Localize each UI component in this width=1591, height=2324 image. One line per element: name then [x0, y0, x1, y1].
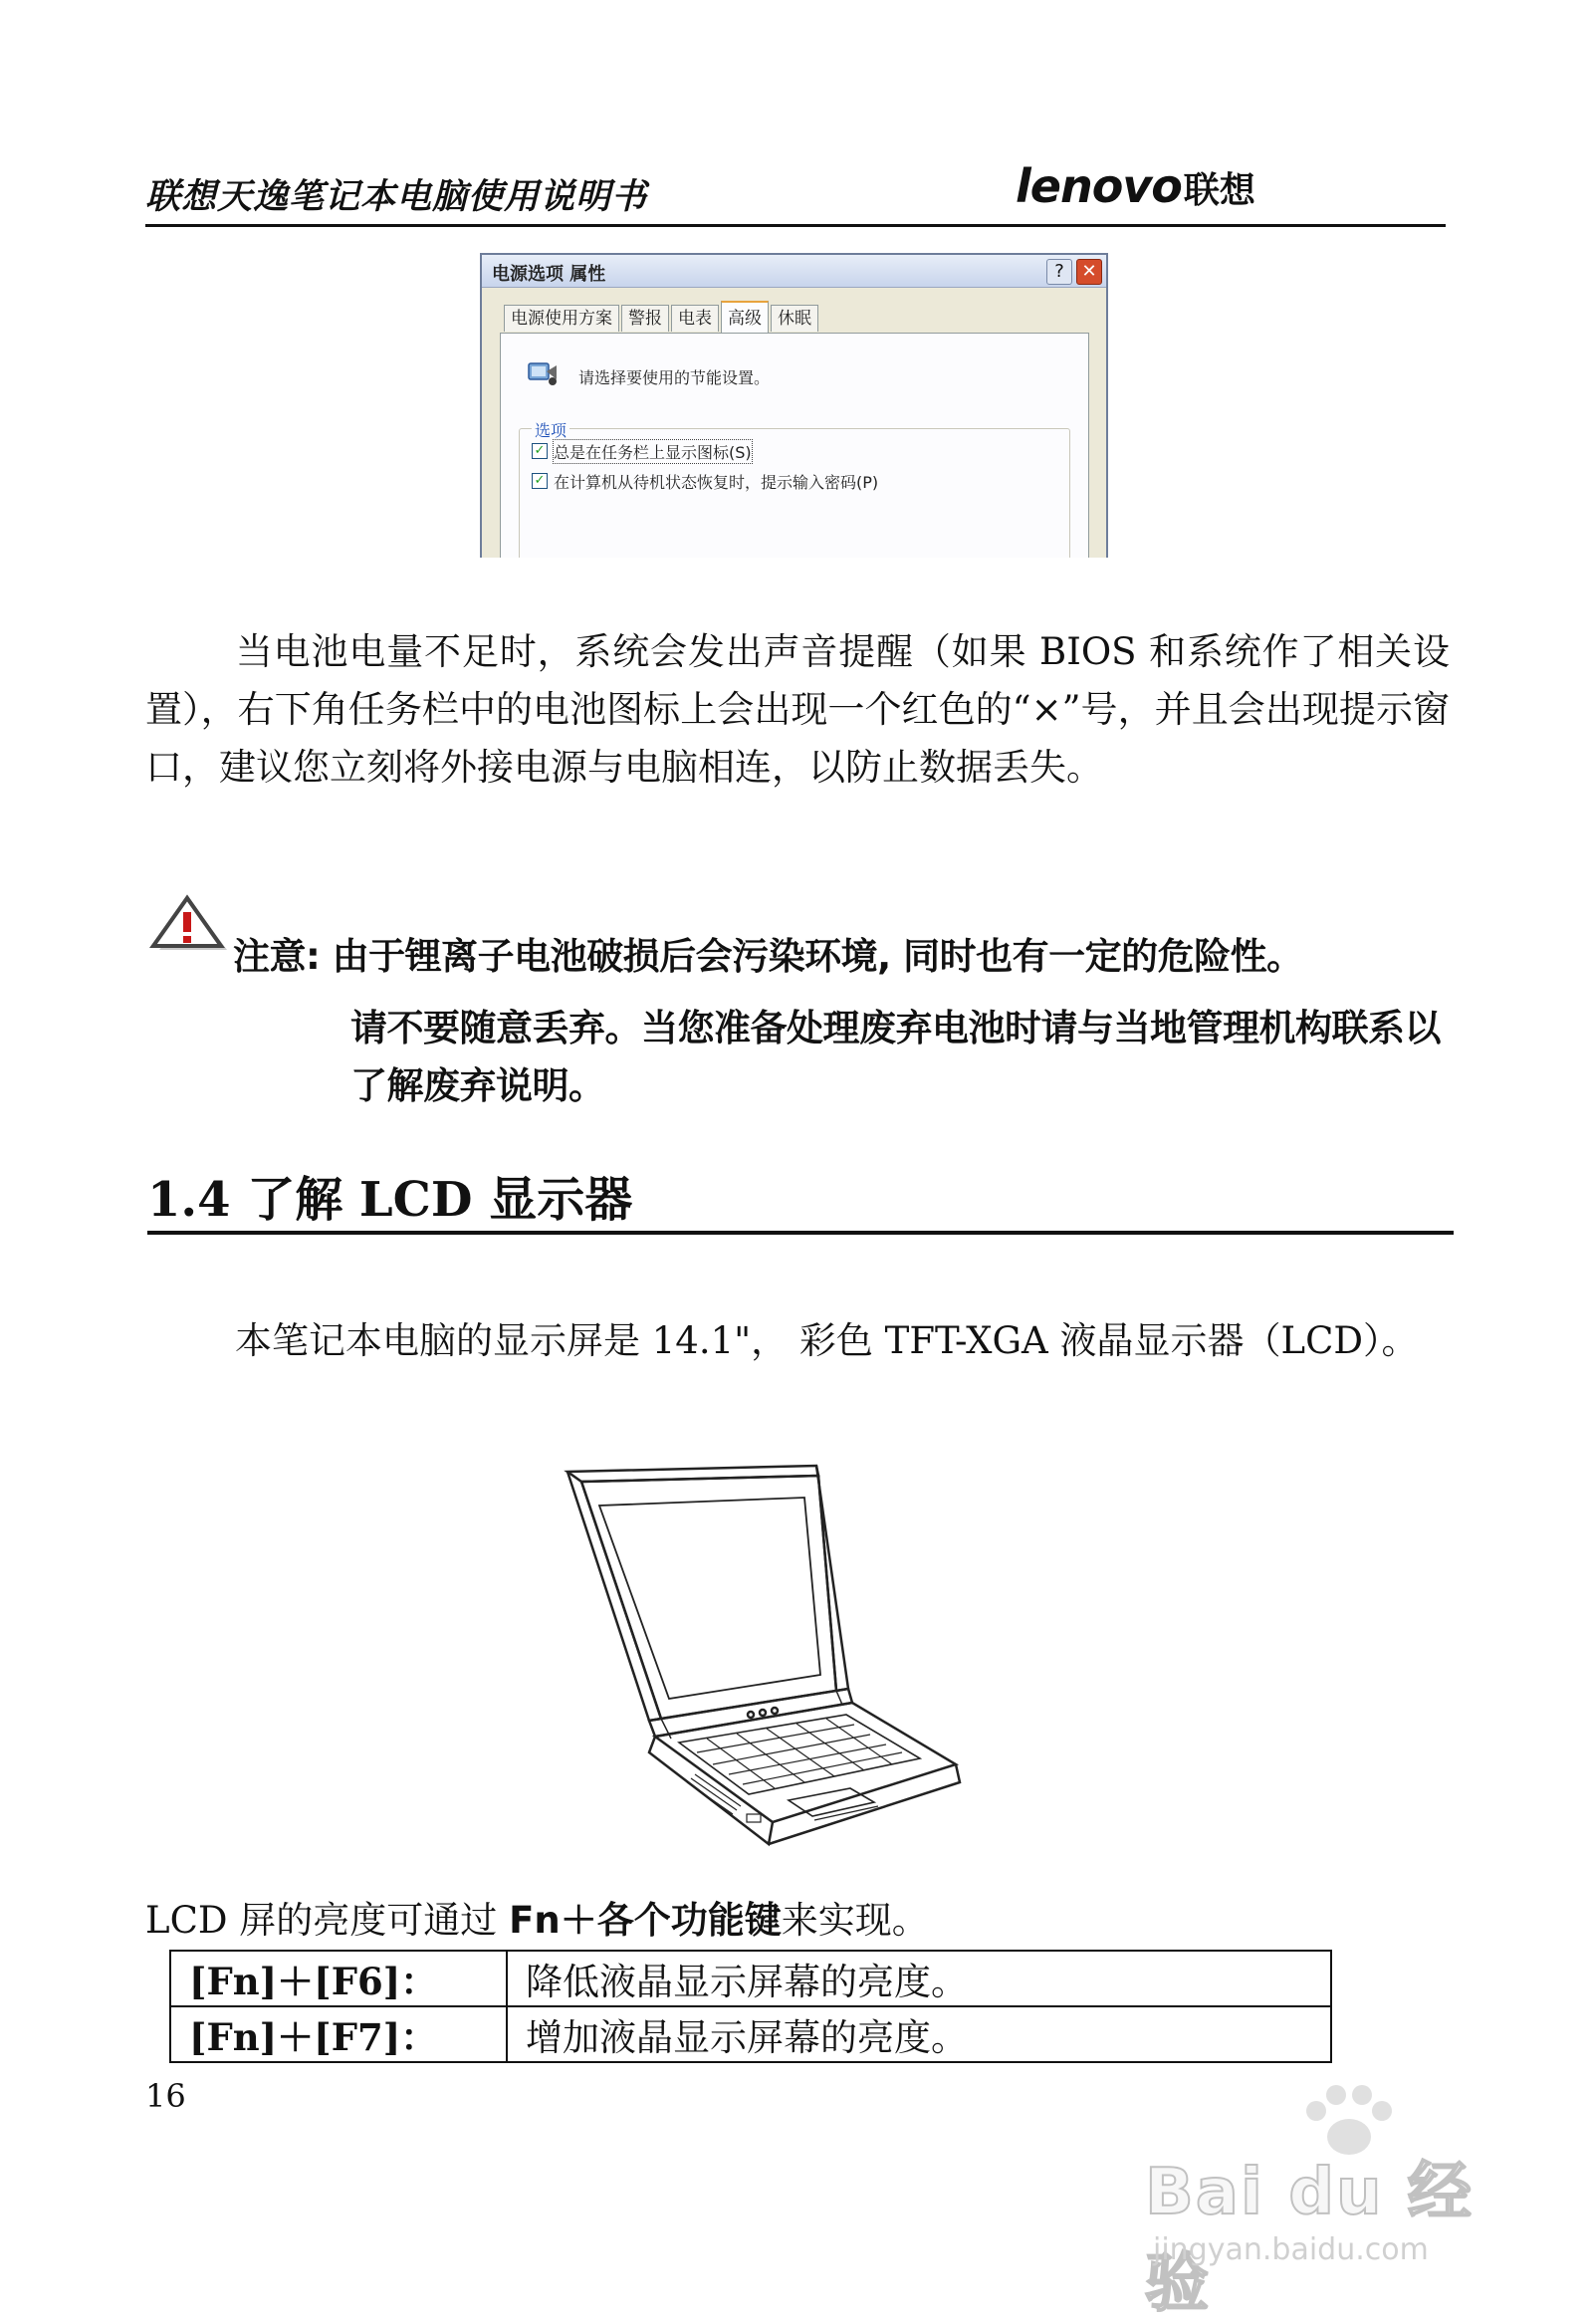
show-icon-label[interactable]: 总是在任务栏上显示图标(S): [554, 440, 752, 463]
prompt-password-checkbox[interactable]: ✓: [532, 473, 548, 489]
note-continuation: 请不要随意丢弃。当您准备处理废弃电池时请与当地管理机构联系以了解废弃说明。: [350, 1007, 1441, 1107]
lcd-paragraph: [145, 1312, 1450, 1370]
lcd-paragraph-text: 本笔记本电脑的显示屏是 14.1"， 彩色 TFT-XGA 液晶显示器（LCD）。: [235, 1319, 1419, 1362]
document-title: 联想天逸笔记本电脑使用说明书: [145, 177, 648, 217]
warning-icon: [147, 892, 227, 954]
tab-power-meter[interactable]: 电表: [671, 305, 719, 332]
table-row: [170, 2006, 1331, 2062]
watermark-text: Bai du 经验: [1145, 2156, 1474, 2321]
key-desc-decrease: 降低液晶显示屏幕的亮度。: [507, 1951, 1331, 2006]
power-options-dialog: [480, 253, 1108, 558]
battery-paragraph-text: 当电池电量不足时，系统会发出声音提醒（如果 BIOS 和系统作了相关设置），右下角任务栏中的电池图标上会出现一个红色的“×”号，并且会出现提示窗口，建议您立刻将外接电源与电脑相连，以防止数据丢失。: [145, 630, 1450, 789]
section-heading: 1.4 了解 LCD 显示器: [147, 1172, 633, 1228]
baidu-watermark: [1145, 2081, 1523, 2321]
key-combo-decrease: [Fn]＋[F6]：: [170, 1951, 507, 2006]
dialog-prompt: 请选择要使用的节能设置。: [578, 368, 771, 387]
caption-bold: Fn＋各个功能键: [509, 1899, 782, 1942]
power-options-icon: [527, 357, 561, 387]
logo-cn: 联想: [1183, 170, 1255, 211]
show-icon-checkbox[interactable]: ✓: [532, 443, 548, 459]
caption-prefix: LCD 屏的亮度可通过: [145, 1899, 510, 1942]
tab-advanced[interactable]: 高级: [721, 301, 769, 333]
options-group-label: 选项: [532, 418, 569, 441]
brightness-caption: [145, 1890, 929, 1944]
dialog-titlebar: [482, 255, 1106, 288]
key-desc-increase: 增加液晶显示屏幕的亮度。: [507, 2006, 1331, 2062]
laptop-illustration: [538, 1454, 1125, 1872]
table-row: [170, 1951, 1331, 2006]
tab-hibernate[interactable]: 休眠: [771, 305, 818, 332]
battery-paragraph: [145, 623, 1450, 797]
header-rule: [145, 224, 1446, 227]
close-button[interactable]: ✕: [1076, 259, 1102, 285]
help-button[interactable]: ?: [1046, 259, 1072, 285]
page-number: 16: [145, 2077, 186, 2115]
dialog-panel: [500, 333, 1089, 558]
dialog-tabs: [504, 305, 820, 333]
logo-text: lenovo: [1016, 159, 1182, 213]
note-first-line: 注意: 由于锂离子电池破损后会污染环境, 同时也有一定的危险性。: [233, 935, 1303, 978]
tab-power-schemes[interactable]: 电源使用方案: [504, 305, 619, 332]
lenovo-logo: [1016, 159, 1255, 213]
prompt-password-label[interactable]: 在计算机从待机状态恢复时，提示输入密码(P): [554, 473, 879, 492]
watermark-url: jingyan.baidu.com: [1153, 2232, 1429, 2267]
dialog-title: 电源选项 属性: [492, 264, 606, 285]
section-rule: [147, 1231, 1454, 1235]
key-combo-increase: [Fn]＋[F7]：: [170, 2006, 507, 2062]
brightness-keys-table: [169, 1950, 1332, 2063]
caption-suffix: 来实现。: [781, 1899, 929, 1942]
tab-alarms[interactable]: 警报: [621, 305, 669, 332]
options-group: [519, 421, 1070, 558]
